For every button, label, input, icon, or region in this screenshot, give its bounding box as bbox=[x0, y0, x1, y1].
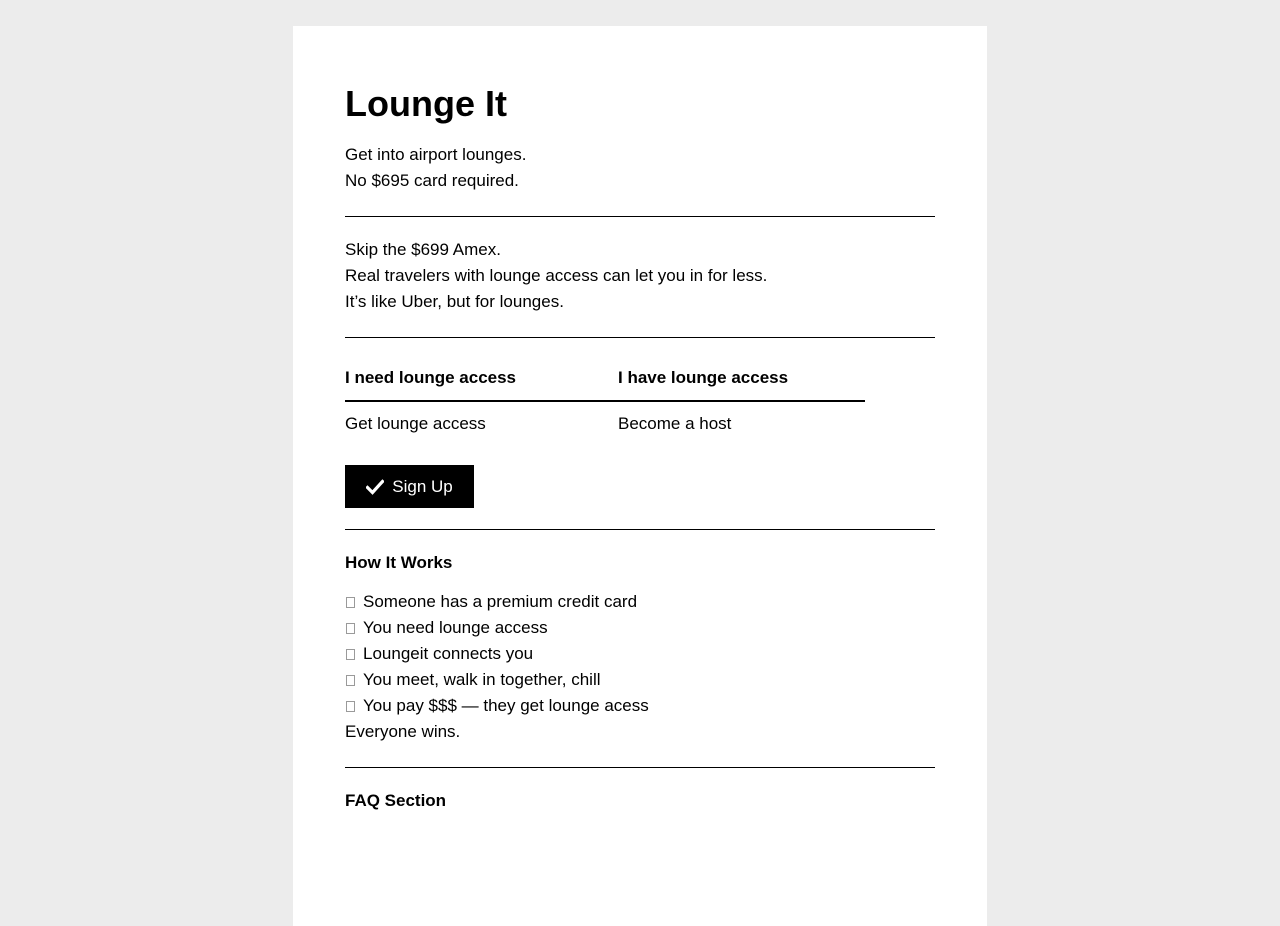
check-icon bbox=[366, 479, 384, 495]
role-header-need: I need lounge access bbox=[345, 364, 618, 401]
divider bbox=[345, 767, 935, 768]
step-text: Loungeit connects you bbox=[363, 644, 534, 663]
sign-up-button[interactable] bbox=[345, 465, 474, 508]
pitch-line-2: Real travelers with lounge access can let you in for less. bbox=[345, 266, 768, 285]
missing-glyph-icon bbox=[346, 701, 355, 712]
page-title: Lounge It bbox=[345, 83, 507, 124]
get-lounge-access-link[interactable]: Get lounge access bbox=[345, 414, 486, 433]
how-it-works-heading: How It Works bbox=[345, 553, 453, 572]
conclusion-text: Everyone wins. bbox=[345, 722, 461, 741]
step-text: You pay $$$ — they get lounge acess bbox=[363, 696, 649, 715]
tagline bbox=[345, 142, 526, 194]
tagline-line-2: No $695 card required. bbox=[345, 171, 519, 190]
pitch-line-1: Skip the $699 Amex. bbox=[345, 240, 501, 259]
missing-glyph-icon bbox=[346, 649, 355, 660]
how-it-works-list bbox=[345, 589, 649, 745]
divider bbox=[345, 529, 935, 530]
divider bbox=[345, 216, 935, 217]
sign-up-label: Sign Up bbox=[392, 476, 453, 496]
step-item bbox=[345, 589, 649, 615]
divider bbox=[345, 337, 935, 338]
step-item bbox=[345, 693, 649, 719]
role-header-have: I have lounge access bbox=[618, 364, 865, 401]
step-item bbox=[345, 641, 649, 667]
faq-heading: FAQ Section bbox=[345, 791, 447, 810]
step-text: You need lounge access bbox=[363, 618, 548, 637]
step-text: You meet, walk in together, chill bbox=[363, 670, 601, 689]
tagline-line-1: Get into airport lounges. bbox=[345, 145, 527, 164]
pitch-section bbox=[345, 237, 767, 315]
pitch-line-3: It’s like Uber, but for lounges. bbox=[345, 292, 564, 311]
missing-glyph-icon bbox=[346, 675, 355, 686]
roles-table bbox=[345, 364, 865, 440]
become-host-link[interactable]: Become a host bbox=[618, 414, 732, 433]
missing-glyph-icon bbox=[346, 623, 355, 634]
step-item bbox=[345, 667, 649, 693]
step-text: Someone has a premium credit card bbox=[363, 592, 638, 611]
step-item bbox=[345, 615, 649, 641]
main-card bbox=[293, 26, 987, 926]
missing-glyph-icon bbox=[346, 597, 355, 608]
